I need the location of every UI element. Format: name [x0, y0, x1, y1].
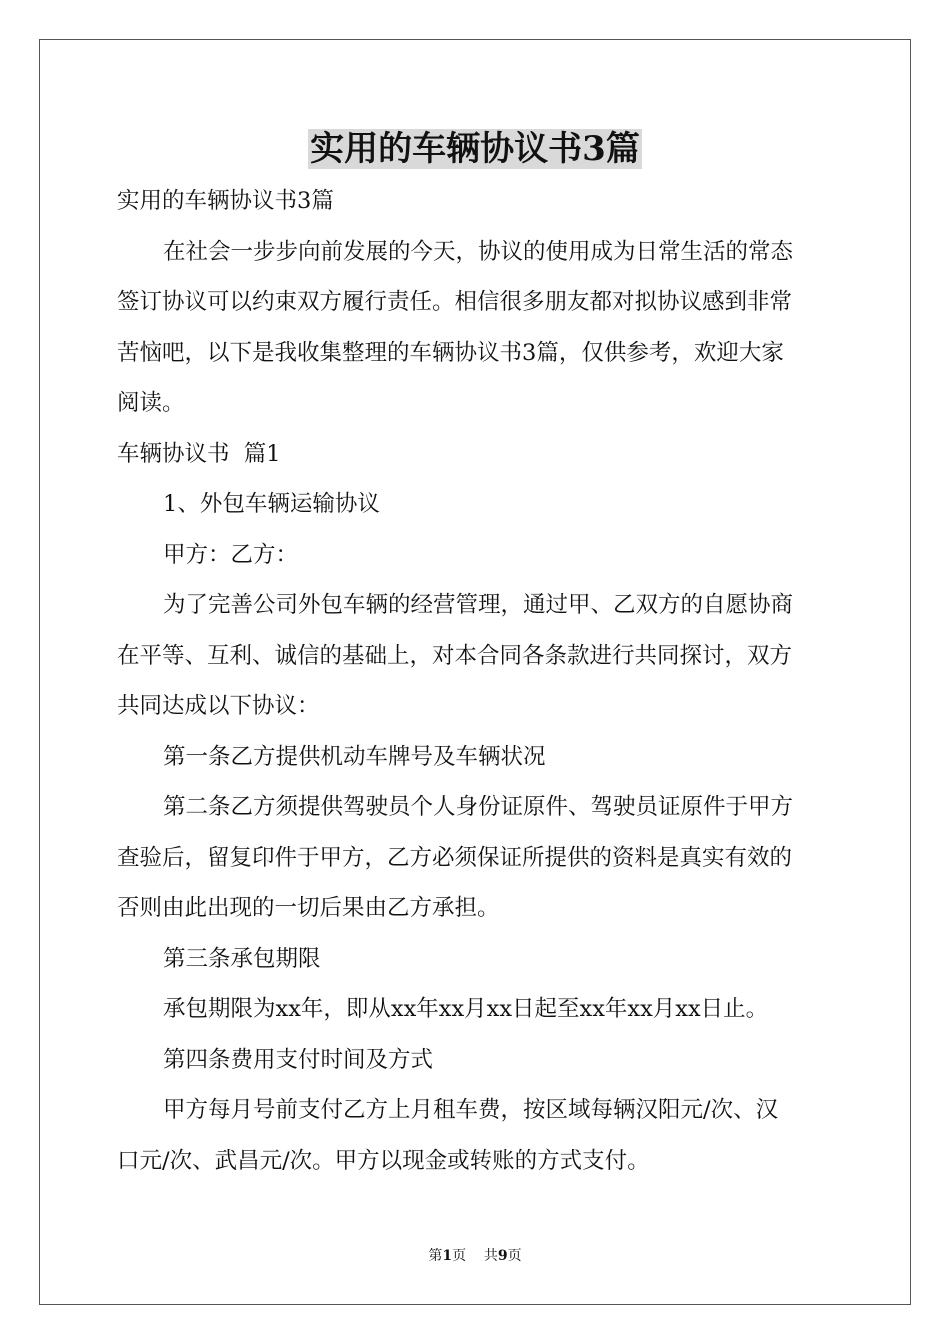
- body-line: 第三条承包期限: [163, 945, 321, 972]
- body-line: 第一条乙方提供机动车牌号及车辆状况: [163, 743, 546, 770]
- body-line: 苦恼吧，以下是我收集整理的车辆协议书3篇，仅供参考，欢迎大家: [117, 339, 784, 366]
- body-line: 实用的车辆协议书3篇: [117, 188, 334, 214]
- footer-page-suffix: 页: [452, 1248, 467, 1264]
- footer-total-prefix: 共: [483, 1248, 498, 1264]
- body-line: 承包期限为xx年，即从xx年xx月xx日起至xx年xx月xx日止。: [163, 996, 769, 1022]
- body-line: 甲方每月号前支付乙方上月租车费，按区域每辆汉阳元/次、汉: [163, 1097, 779, 1123]
- body-line: 口元/次、武昌元/次。甲方以现金或转账的方式支付。: [117, 1147, 650, 1174]
- body-line: 第四条费用支付时间及方式: [163, 1046, 434, 1073]
- body-line: 在社会一步步向前发展的今天，协议的使用成为日常生活的常态: [163, 238, 794, 265]
- footer-prefix: 第: [428, 1248, 443, 1264]
- section-heading: 车辆协议书 篇1: [117, 440, 281, 467]
- footer-total-suffix: 页: [507, 1248, 522, 1264]
- body-line: 查验后，留复印件于甲方，乙方必须保证所提供的资料是真实有效的: [117, 844, 793, 871]
- body-line: 第二条乙方须提供驾驶员个人身份证原件、驾驶员证原件于甲方: [163, 794, 794, 820]
- body-line: 签订协议可以约束双方履行责任。相信很多朋友都对拟协议感到非常: [117, 289, 793, 315]
- document-body: [117, 176, 837, 1186]
- page-footer: [0, 1247, 950, 1265]
- footer-page-number: 1: [442, 1248, 453, 1264]
- body-line: 在平等、互利、诚信的基础上，对本合同各条款进行共同探讨，双方: [117, 642, 793, 669]
- body-line: 共同达成以下协议：: [117, 693, 320, 719]
- document-title-text: 实用的车辆协议书3篇: [310, 129, 640, 169]
- body-line: 阅读。: [117, 390, 185, 416]
- body-line: 为了完善公司外包车辆的经营管理，通过甲、乙双方的自愿协商: [163, 592, 794, 618]
- body-line: 1、外包车辆运输协议: [163, 491, 380, 517]
- body-line: 甲方：乙方：: [163, 541, 299, 568]
- document-title: [0, 126, 950, 172]
- footer-total-pages: 9: [497, 1248, 508, 1264]
- body-line: 否则由此出现的一切后果由乙方承担。: [117, 895, 500, 921]
